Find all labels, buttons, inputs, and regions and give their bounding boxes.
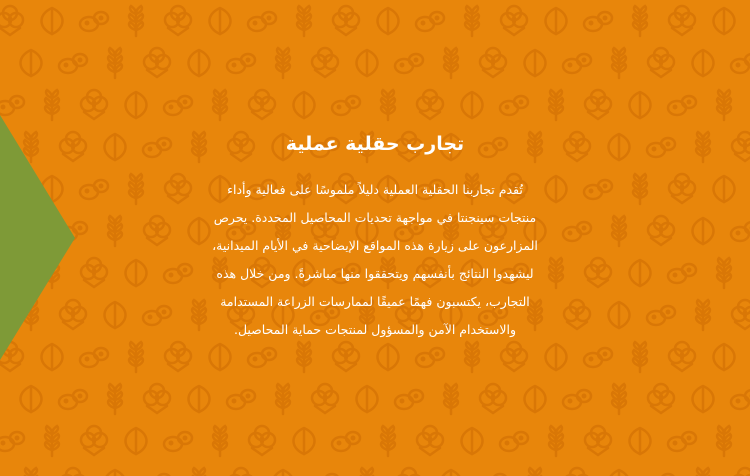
section-title: تجارب حقلية عملية xyxy=(285,133,465,155)
description-line: المزارعون على زيارة هذه المواقع الإيضاحية في الأيام الميدانية، xyxy=(212,238,538,253)
description-line: ليشهدوا النتائج بأنفسهم ويتحققوا منها مباشرةً. ومن خلال هذه xyxy=(216,266,534,281)
section-description xyxy=(185,176,565,344)
trials-section xyxy=(150,126,600,344)
description-line: منتجات سينجنتا في مواجهة تحديات المحاصيل المحددة. يحرص xyxy=(213,210,537,225)
description-line: والاستخدام الآمن والمسؤول لمنتجات حماية المحاصيل. xyxy=(233,322,517,337)
description-line: التجارب، يكتسبون فهمًا عميقًا لممارسات الزراعة المستدامة xyxy=(220,294,530,309)
description-line: تُقدم تجاربنا الحقلية العملية دليلاً ملموسًا على فعالية وأداء xyxy=(227,182,523,197)
